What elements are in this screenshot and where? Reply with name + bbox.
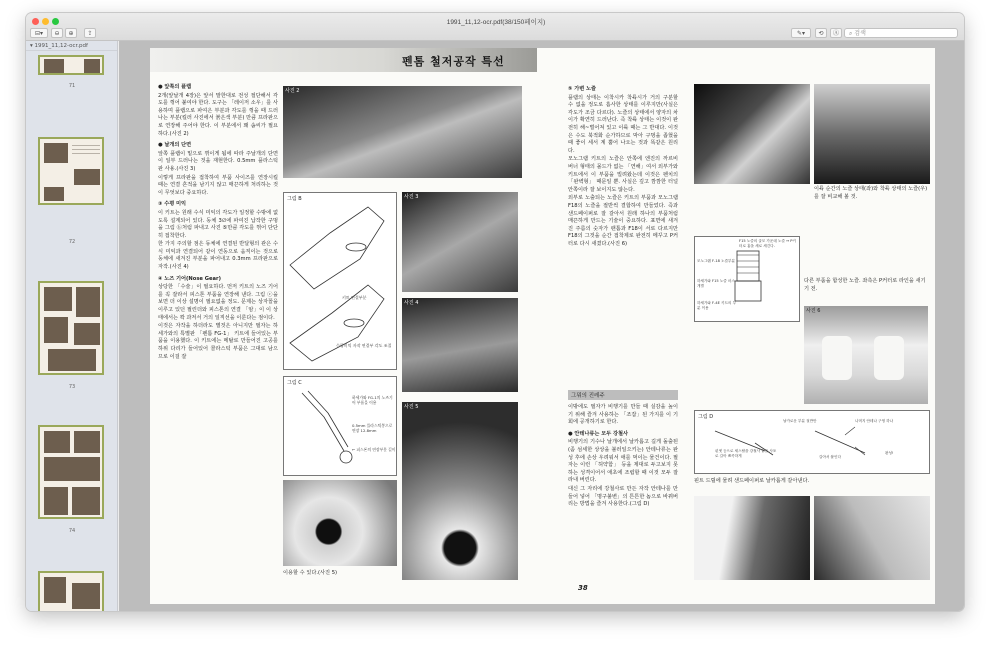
page-banner <box>150 48 537 72</box>
section-heading: ⑤ 가변 노즐 <box>568 86 597 92</box>
figure-d <box>694 410 930 474</box>
paragraph: 모노그램 키트의 노즐은 안쪽에 엔진의 까르비 버너 형태의 몰드가 없는 「연해」여서 외부가와 키트에서 이 부품을 빌려왔는데 이것은 펜치의 「완벽형」 때문일 뿐. 사실은 깊고 깜깜한 터널 안쪽이라 잘 보이지도 않는다. <box>568 156 678 193</box>
photo-6 <box>804 306 928 404</box>
photo-antenna-finished <box>814 496 930 580</box>
photo-antenna-sanding <box>694 496 810 580</box>
section-heading: ③ 수평 미익 <box>158 201 187 208</box>
sketch-note: 하세가와 F-4E 키트의 부분 이용 <box>697 301 737 310</box>
paragraph: 한 가지 주의할 점은 동체에 연결된 반달형의 관은 수식 미익과 연결되어 같이 연동으로 움직이는 것으로 동체에 새겨진 부분을 파어내고 0.3mm 프라판으로 자작.(사진 4) <box>158 241 278 271</box>
annotate-button[interactable]: Ⓐ <box>830 28 842 38</box>
fig-c-note: 하세가와 FG-1의 노즈기어 부품을 이용 <box>352 395 393 405</box>
page-number: 71 <box>68 83 76 89</box>
figure-label: 그림 C <box>287 380 302 386</box>
banner-title: 펜톰 철저공작 특선 <box>402 55 505 68</box>
fig-d-note: 나머지 안테나 구멍 하나 <box>855 419 894 423</box>
photo-label: 사진 6 <box>806 308 821 314</box>
fig-c-note: ← 피스톤의 연장부분 길이 <box>352 447 396 452</box>
thumbnail-sidebar[interactable] <box>26 41 118 611</box>
share-button[interactable]: ⇪ <box>84 28 96 38</box>
fig-b-note: 키트 연결부분 <box>342 295 367 300</box>
search-field[interactable] <box>844 28 958 38</box>
figure-b <box>283 192 397 370</box>
paragraph: 대신 그 자리에 강철사로 만든 자작 안테나를 만들어 넣어 「명구불변」의 튼튼한 놈으로 바꿔버리는 방법을 즐겨 사용한다.(그림 D) <box>568 485 678 508</box>
section-heading: ● 앞쪽의 플랩 <box>158 84 192 90</box>
photo-3 <box>402 192 518 292</box>
paragraph: 비행기의 기수나 날개에서 날카롭고 길게 돌출된 (좀 섬세한 상상을 불러일으키는) 안테나류는 완성 후에 손상 우려워서 애를 먹이는 물건이다. 필자는 이런 「허약함」 등을 제대로 두고보지 못하는 성격이어서 애초에 조립할 때 이것 모두 잘라내 버린다. <box>568 439 678 484</box>
sidebar-toggle-button[interactable]: ⊟▾ <box>30 28 48 38</box>
preview-window <box>26 13 964 611</box>
rotate-button[interactable]: ⟲ <box>815 28 827 38</box>
fig-b-note: 수평미익 자작 연결부 각도 조절 <box>336 343 392 348</box>
photo-5 <box>402 402 518 580</box>
paragraph: 이 키트는 원래 수식 미익의 각도가 일정할 수밖에 없도록 설계되어 있다. 동체 3∅에 파여진 납작한 구멍을 그림 ⓑ처럼 파내고 사진 ⑤만큼 각도를 꺾어 단단히 접착한다. <box>158 209 278 239</box>
paragraph: 앞쪽 플랩이 밑으로 꺾이게 됨에 따라 주날개의 단면이 일부 드러나는 것을 재현한다. 0.5mm 플라스틱 판 사용.(사진 3) <box>158 150 278 172</box>
paragraph: 이렇게 프라판을 접착하여 부품 사이즈를 연장시킬 때는 연결 흔적을 남기지 않고 매끈하게 처리하는 것이 무엇보다 중요하다. <box>158 174 278 196</box>
section-heading: ④ 노즈 기어(Nose Gear) <box>158 275 221 282</box>
markup-button[interactable]: ✎▾ <box>791 28 811 38</box>
sidebar-file-name: 1991_11,12-ocr.pdf <box>34 43 88 49</box>
zoom-in-button[interactable]: ⊕ <box>65 28 77 38</box>
nozzle-caption: 이륙 순간의 노즐 상태(좌)와 착륙 상태의 노즐(우)를 잘 비교해 볼 것. <box>814 186 928 200</box>
photo-label: 사진 3 <box>404 194 419 200</box>
thumbnail-page-72[interactable] <box>38 281 104 375</box>
photo-label: 사진 2 <box>285 88 300 94</box>
thumbnail-page-70[interactable] <box>38 55 104 75</box>
title-bar <box>26 13 964 41</box>
photo-label: 사진 4 <box>404 300 419 306</box>
figure-label: 그림 D <box>698 414 714 420</box>
paragraph: 플램의 상태는 이착시카 착륙시가 거의 구분할 수 없을 정도로 흡사한 상태를 이루지만(사실은 각도가 조금 다르다). 노즐의 상태에서 양자의 차이가 확연히 드러난다. 즉 착륙 상태는 이것이 완전히 해~벌어져 있고 이륙 때는 그 반대다. 이것은 수도 북적화 순가하므로 막아 구멍을 좁혔을 때 좋이 세서 계 뿜어 나오는 것과 똑같은 원리다. <box>568 94 678 154</box>
figure-c <box>283 376 397 476</box>
sketch-caption: 다른 부품을 합성한 노즐. 좌측은 P커터로 라인을 새기기 전. <box>804 278 926 292</box>
paragraph: 2개(앞날개 4장)은 앞서 말한대로 전성 절단해서 각도를 꺾어 붙여야 한다. 도구는 「레이저 소우」를 사용하며 플랩으로 파여은 부분과 각도를 꺾을 때 드러나는 부분(킬러 사진에서 붉은색 부분) 만큼 프라판으로 연장해 주어야 한다. 이 부분에서 꽤 솜씨가 필요하다.(사진 2) <box>158 92 278 137</box>
minimize-button[interactable] <box>42 18 49 25</box>
paragraph: 이밖에도 필자가 비행기를 만들 때 실감을 높이기 위해 즐겨 사용하는 「조잡」된 가지를 이 기회에 공개하기로 한다. <box>568 404 678 426</box>
photo-nozzle-landing <box>814 84 930 184</box>
right-article-column-b <box>568 404 678 510</box>
section-heading: 그뭐의 진레주 <box>568 390 678 400</box>
search-placeholder: 검색 <box>854 30 866 37</box>
pdf-page-spread <box>150 48 935 604</box>
document-area[interactable] <box>119 41 964 611</box>
sketch-note: F15 노즐의 골모 가운데 노즐 ↔ P커터로 홈을 새로 새긴다. <box>739 239 796 248</box>
section-heading: ● 안테나류는 모두 강철사 <box>568 430 629 437</box>
zoom-out-button[interactable]: ⊖ <box>51 28 63 38</box>
figure-label: 그림 B <box>287 196 302 202</box>
fig-d-note: 핀셋 등으로 세스탈을 강철사 끝을 사포로 갈아 뾰족하게 <box>715 449 777 458</box>
page-number-label: 38 <box>578 584 588 592</box>
thumbnail-page-73[interactable] <box>38 425 104 519</box>
fig-d-note: 완성! <box>885 451 894 455</box>
paragraph: 상당한 「수술」이 필요하다. 먼저 키트의 노즈 기어를 꼭 잘라서 피스톤 부품을 연장해 낸다. 그림 ⓒ을 보면 더 이상 설명이 필요없을 정도. 문제는 상자꼴을 이루고 있던 필린더와 피스톤의 연결 「암」이 이 상태에서는 꽉 과저서 거의 일직선을 이룬다는 점이다. <box>158 284 278 321</box>
sidebar-header <box>26 41 117 51</box>
disclosure-icon[interactable]: ▾ <box>30 43 35 49</box>
photo-2 <box>283 86 522 178</box>
fig-c-note: 0.5mm 플라스틱봉으로 연장 12.8mm <box>352 423 393 433</box>
photo-4 <box>402 298 518 392</box>
paragraph: 이것은 자작을 하더라도 별것은 아니지만 필자는 하세가와의 특별판 「펜톰 FG-1」 키트에 들어있는 부품을 이용했다. 이 키트에는 메탈로 만들어진 고공를 하위 다리가 들어있어 콜라스틱 부품은 그대로 남으므로 이걸 잘 <box>158 323 278 360</box>
page-number: 72 <box>68 239 76 245</box>
close-button[interactable] <box>32 18 39 25</box>
thumbnail-page-74[interactable] <box>38 571 104 611</box>
page-number: 74 <box>68 528 76 534</box>
photo-5-caption: 이용할 수 있다.(사진 5) <box>283 570 338 576</box>
fig-d-note: 갈아서 붙인다 <box>819 455 841 459</box>
page-number: 73 <box>68 384 76 390</box>
section-heading: ● 날개의 단면 <box>158 142 192 149</box>
photo-nozzle-takeoff <box>694 84 810 184</box>
paragraph: 외부로 노출되는 노즐은 키트의 부품과 모노그램 F18의 노즐을 절반씩 결합하여 만들었다. 즉과 샌드페이퍼로 잘 갈아서 원래 하나의 부품처럼 매끈하게 만드는 기술이 중요하다. 표면에 새겨진 주름의 숫자가 팬톰과 F18이 서로 다르지만 F18의 그것을 순간 접착제로 완전히 메꾸고 P커터로 다시 새겼다.(사진 6) <box>568 195 678 247</box>
photo-label: 사진 5 <box>404 404 419 410</box>
right-article-column-a <box>568 82 678 249</box>
fig-d-note: 날카로운 부분 절반만 <box>783 419 817 423</box>
zoom-button[interactable] <box>52 18 59 25</box>
search-icon: ⌕ <box>849 30 855 37</box>
photo-gear-detail <box>283 480 397 566</box>
sketch-note: 모노그램 F-18 노즐부분 <box>697 259 735 263</box>
thumbnail-page-71[interactable] <box>38 137 104 205</box>
sketch-note: 하세가와 F15 노즐 마스 개별 <box>697 279 735 288</box>
sanding-caption: 핀트 드릴에 물려 샌드페이퍼로 날카롭게 갈아낸다. <box>694 478 810 484</box>
left-article-column <box>158 80 278 362</box>
window-title: 1991_11,12-ocr.pdf(38/150페이지) <box>446 19 546 26</box>
nozzle-sketch <box>694 236 800 322</box>
